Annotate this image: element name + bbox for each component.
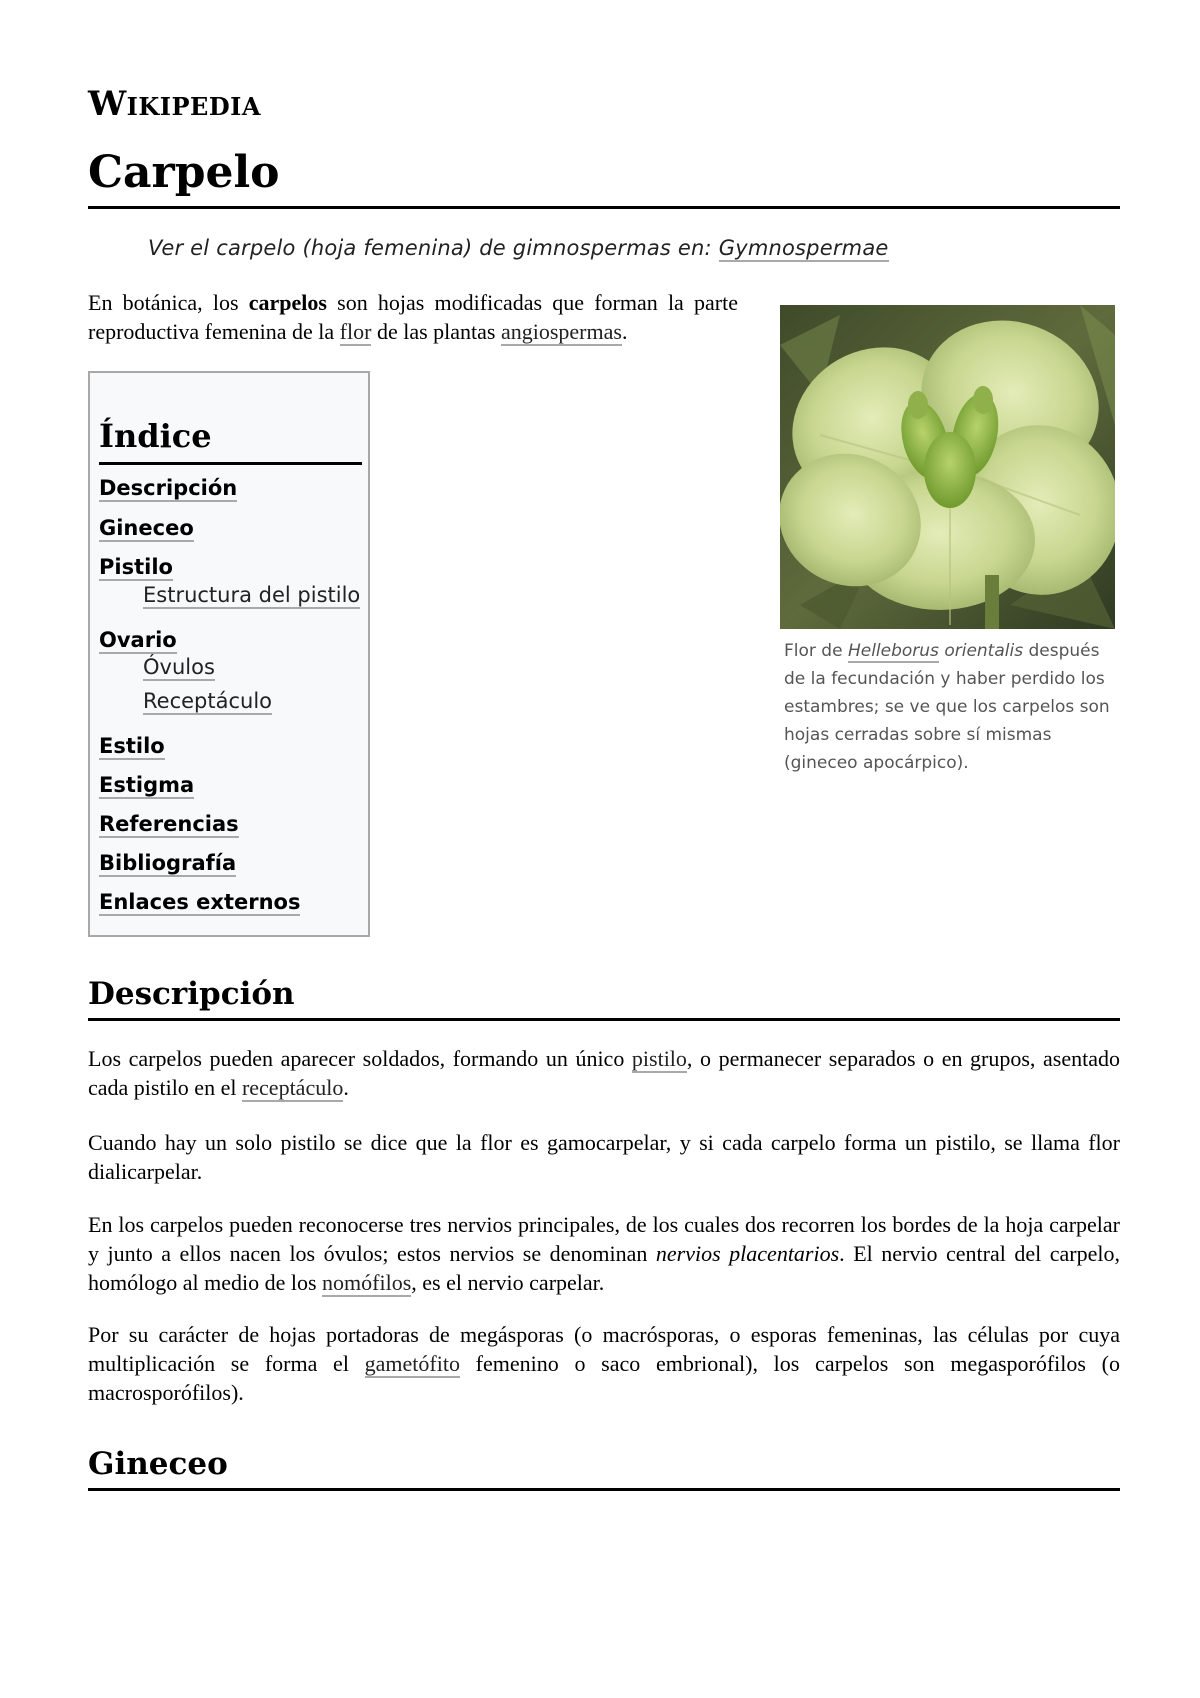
paragraph-italic-term: nervios placentarios xyxy=(655,1241,840,1266)
hatnote xyxy=(148,236,889,260)
paragraph: Cuando hay un solo pistilo se dice que la flor es gamocarpelar, y si cada carpelo forma un pistilo, se llama flor dialicarpelar. xyxy=(88,1130,1120,1184)
intro-bold-term: carpelos xyxy=(248,290,327,315)
paragraph-text: Los carpelos pueden aparecer soldados, formando un único xyxy=(88,1046,632,1071)
toc-item-estructura-del-pistilo[interactable]: Estructura del pistilo xyxy=(143,583,361,607)
page-title: Carpelo xyxy=(88,147,280,198)
toc-item-pistilo[interactable]: Pistilo xyxy=(99,555,173,579)
paragraph-text: , o permanecer separados o en grupos, asentado cada pistilo en el xyxy=(88,1046,1120,1100)
hatnote-text: Ver el carpelo (hoja femenina) de gimnospermas en: xyxy=(148,236,719,260)
toc-heading: Índice xyxy=(99,417,212,455)
intro-text: son hojas modificadas que forman la parte reproductiva femenina de la xyxy=(88,290,738,344)
link-helleborus[interactable]: Helleborus xyxy=(847,641,939,661)
toc-item-descripcion[interactable]: Descripción xyxy=(99,476,238,500)
paragraph-text: Por su carácter de hojas portadoras de megásporas (o macrósporas, o esporas femeninas, las células por cuya multiplicación se forma el xyxy=(88,1322,1120,1376)
table-of-contents xyxy=(88,371,370,937)
link-flor[interactable]: flor xyxy=(339,319,372,344)
paragraph-text: . El nervio central del carpelo, homólogo al medio de los xyxy=(88,1241,1120,1295)
link-angiospermas[interactable]: angiospermas xyxy=(500,319,622,344)
intro-text: En botánica, los xyxy=(88,290,249,315)
section-divider xyxy=(88,1488,1120,1491)
paragraph xyxy=(88,1320,1120,1407)
title-divider xyxy=(88,206,1120,209)
paragraph xyxy=(88,1044,1120,1102)
intro-text: . xyxy=(621,319,628,344)
figure-caption xyxy=(780,637,1116,777)
caption-italic: orientalis xyxy=(938,641,1024,661)
toc-item-ovario[interactable]: Ovario xyxy=(99,628,177,652)
link-gametofito[interactable]: gametófito xyxy=(364,1351,460,1376)
caption-text: Flor de xyxy=(784,641,848,661)
caption-text: después de la fecundación y haber perdido los estambres; se ve que los carpelos son hojas cerradas sobre sí mismas (gineceo apocárpico). xyxy=(784,641,1110,773)
paragraph-text: . xyxy=(343,1075,349,1100)
section-heading-descripcion: Descripción xyxy=(88,976,295,1012)
link-pistilo[interactable]: pistilo xyxy=(631,1046,687,1071)
paragraph-text: En los carpelos pueden reconocerse tres nervios principales, de los cuales dos recorren los bordes de la hoja carpelar y junto a ellos nacen los óvulos; estos nervios se denominan xyxy=(88,1212,1120,1266)
toc-item-estilo[interactable]: Estilo xyxy=(99,734,165,758)
link-nomofilos[interactable]: nomófilos xyxy=(322,1270,412,1295)
toc-item-estigma[interactable]: Estigma xyxy=(99,773,195,797)
link-receptaculo[interactable]: receptáculo xyxy=(241,1075,344,1100)
toc-item-enlaces-externos[interactable]: Enlaces externos xyxy=(99,890,301,914)
paragraph-text: femenino o saco embrional), los carpelos son megasporófilos (o macrosporófilos). xyxy=(88,1351,1121,1405)
hatnote-link-gymnospermae[interactable]: Gymnospermae xyxy=(718,236,889,260)
toc-divider xyxy=(99,462,362,465)
toc-item-ovulos[interactable]: Óvulos xyxy=(143,655,215,679)
toc-item-bibliografia[interactable]: Bibliografía xyxy=(99,851,237,875)
toc-item-gineceo[interactable]: Gineceo xyxy=(99,516,194,540)
wikipedia-logo[interactable]: Wikipedia xyxy=(88,84,261,124)
paragraph-text: , es el nervio carpelar. xyxy=(411,1270,605,1295)
infobox-figure xyxy=(780,305,1120,777)
toc-item-receptaculo[interactable]: Receptáculo xyxy=(143,689,273,713)
section-heading-gineceo: Gineceo xyxy=(88,1446,228,1482)
section-divider xyxy=(88,1018,1120,1021)
helleborus-flower-image[interactable] xyxy=(780,305,1115,629)
paragraph xyxy=(88,1210,1120,1297)
intro-paragraph xyxy=(88,288,738,346)
toc-item-referencias[interactable]: Referencias xyxy=(99,812,239,836)
intro-text: de las plantas xyxy=(371,319,501,344)
